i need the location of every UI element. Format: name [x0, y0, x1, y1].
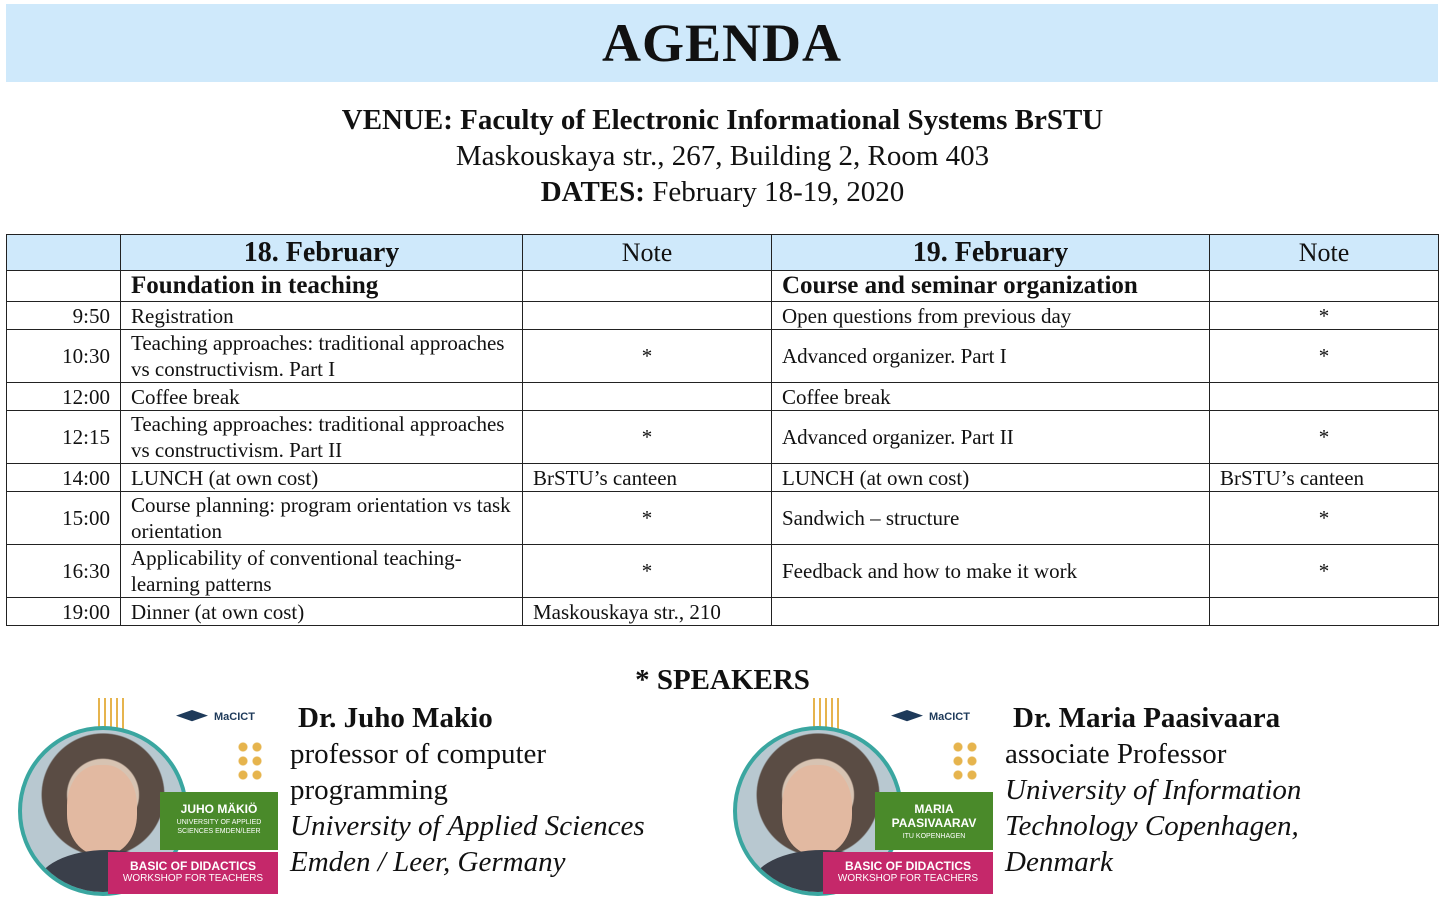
graduation-cap-icon	[891, 710, 923, 724]
table-row	[7, 411, 1439, 464]
dates-value: February 18-19, 2020	[652, 176, 905, 208]
speaker1-bio: Dr. Juho Makio professor of computer programming University of Applied Sciences Emden / Leer, Germany	[290, 702, 645, 878]
day1-note-cell: Maskouskaya str., 210	[523, 598, 772, 626]
day1-activity-cell: Coffee break	[121, 383, 523, 411]
day1-note-cell: *	[523, 545, 772, 598]
day2-activity-cell: Open questions from previous day	[772, 302, 1210, 330]
table-row	[7, 383, 1439, 411]
table-row	[7, 330, 1439, 383]
day2-activity-cell: Feedback and how to make it work	[772, 545, 1210, 598]
speaker2-photo-card	[733, 698, 978, 898]
day2-activity-cell: LUNCH (at own cost)	[772, 464, 1210, 492]
day1-note-cell	[523, 383, 772, 411]
day1-activity-cell: Teaching approaches: traditional approaches vs constructivism. Part II	[121, 411, 523, 464]
day1-note-cell: *	[523, 492, 772, 545]
day2-header: 19. February	[772, 235, 1210, 271]
day2-note-cell: *	[1210, 492, 1439, 545]
workshop-badge: BASIC OF DIDACTICS WORKSHOP FOR TEACHERS	[108, 852, 278, 894]
day2-activity-cell: Sandwich – structure	[772, 492, 1210, 545]
day2-note-cell: *	[1210, 302, 1439, 330]
day1-activity-cell: Teaching approaches: traditional approaches vs constructivism. Part I	[121, 330, 523, 383]
table-row	[7, 302, 1439, 330]
agenda-table	[6, 234, 1439, 626]
time-cell: 15:00	[7, 492, 121, 545]
time-cell: 10:30	[7, 330, 121, 383]
time-cell: 9:50	[7, 302, 121, 330]
macict-logo: MaCICT	[176, 710, 255, 724]
day2-note-cell: *	[1210, 411, 1439, 464]
day1-activity-cell: LUNCH (at own cost)	[121, 464, 523, 492]
table-row	[7, 492, 1439, 545]
agenda-banner	[6, 4, 1438, 82]
page-title: AGENDA	[601, 13, 842, 73]
speaker1-photo-card	[18, 698, 263, 898]
note1-header: Note	[523, 235, 772, 271]
speaker2-bio: Dr. Maria Paasivaara associate Professor University of Information Technology Copenhagen, Denmark	[1005, 702, 1302, 878]
day1-activity-cell: Course planning: program orientation vs task orientation	[121, 492, 523, 545]
day2-note-cell	[1210, 598, 1439, 626]
day1-note-cell: *	[523, 411, 772, 464]
time-cell: 14:00	[7, 464, 121, 492]
decorative-dots	[236, 740, 264, 784]
day2-activity-cell: Advanced organizer. Part II	[772, 411, 1210, 464]
speaker2-name-badge: MARIA PAASIVAARAV ITU KOPENHAGEN	[875, 792, 993, 850]
time-cell: 19:00	[7, 598, 121, 626]
table-row	[7, 464, 1439, 492]
venue-address: Maskouskaya str., 267, Building 2, Room 403	[455, 140, 990, 172]
section1-title: Foundation in teaching	[121, 271, 523, 302]
section-row	[7, 271, 1439, 302]
day1-activity-cell: Applicability of conventional teaching-learning patterns	[121, 545, 523, 598]
section2-title: Course and seminar organization	[772, 271, 1210, 302]
table-row	[7, 545, 1439, 598]
time-cell: 12:00	[7, 383, 121, 411]
venue-block	[0, 102, 1445, 210]
day2-activity-cell	[772, 598, 1210, 626]
day2-note-cell	[1210, 383, 1439, 411]
speaker1-name-badge: JUHO MÄKIÖ UNIVERSITY OF APPLIED SCIENCES EMDEN/LEER	[160, 792, 278, 850]
table-row	[7, 598, 1439, 626]
day2-activity-cell: Advanced organizer. Part I	[772, 330, 1210, 383]
speaker2-name: Dr. Maria Paasivaara	[1013, 702, 1281, 734]
day1-activity-cell: Registration	[121, 302, 523, 330]
time-cell: 12:15	[7, 411, 121, 464]
macict-logo: MaCICT	[891, 710, 970, 724]
day1-note-cell: BrSTU’s canteen	[523, 464, 772, 492]
speakers-title: * SPEAKERS	[635, 664, 810, 696]
graduation-cap-icon	[176, 710, 208, 724]
day2-activity-cell: Coffee break	[772, 383, 1210, 411]
day1-note-cell	[523, 302, 772, 330]
day2-note-cell: BrSTU’s canteen	[1210, 464, 1439, 492]
day1-header: 18. February	[121, 235, 523, 271]
dates-label: DATES:	[540, 176, 645, 208]
day2-note-cell: *	[1210, 545, 1439, 598]
time-header	[7, 235, 121, 271]
speaker1-name: Dr. Juho Makio	[298, 702, 493, 734]
day2-note-cell: *	[1210, 330, 1439, 383]
header-row	[7, 235, 1439, 271]
venue-place: Faculty of Electronic Informational Systems BrSTU	[460, 104, 1104, 136]
decorative-dots	[951, 740, 979, 784]
day1-activity-cell: Dinner (at own cost)	[121, 598, 523, 626]
dates-line	[0, 174, 1445, 210]
day1-note-cell: *	[523, 330, 772, 383]
note2-header: Note	[1210, 235, 1439, 271]
workshop-badge: BASIC OF DIDACTICS WORKSHOP FOR TEACHERS	[823, 852, 993, 894]
venue-label: VENUE:	[341, 104, 453, 136]
time-cell: 16:30	[7, 545, 121, 598]
venue-line	[0, 102, 1445, 138]
